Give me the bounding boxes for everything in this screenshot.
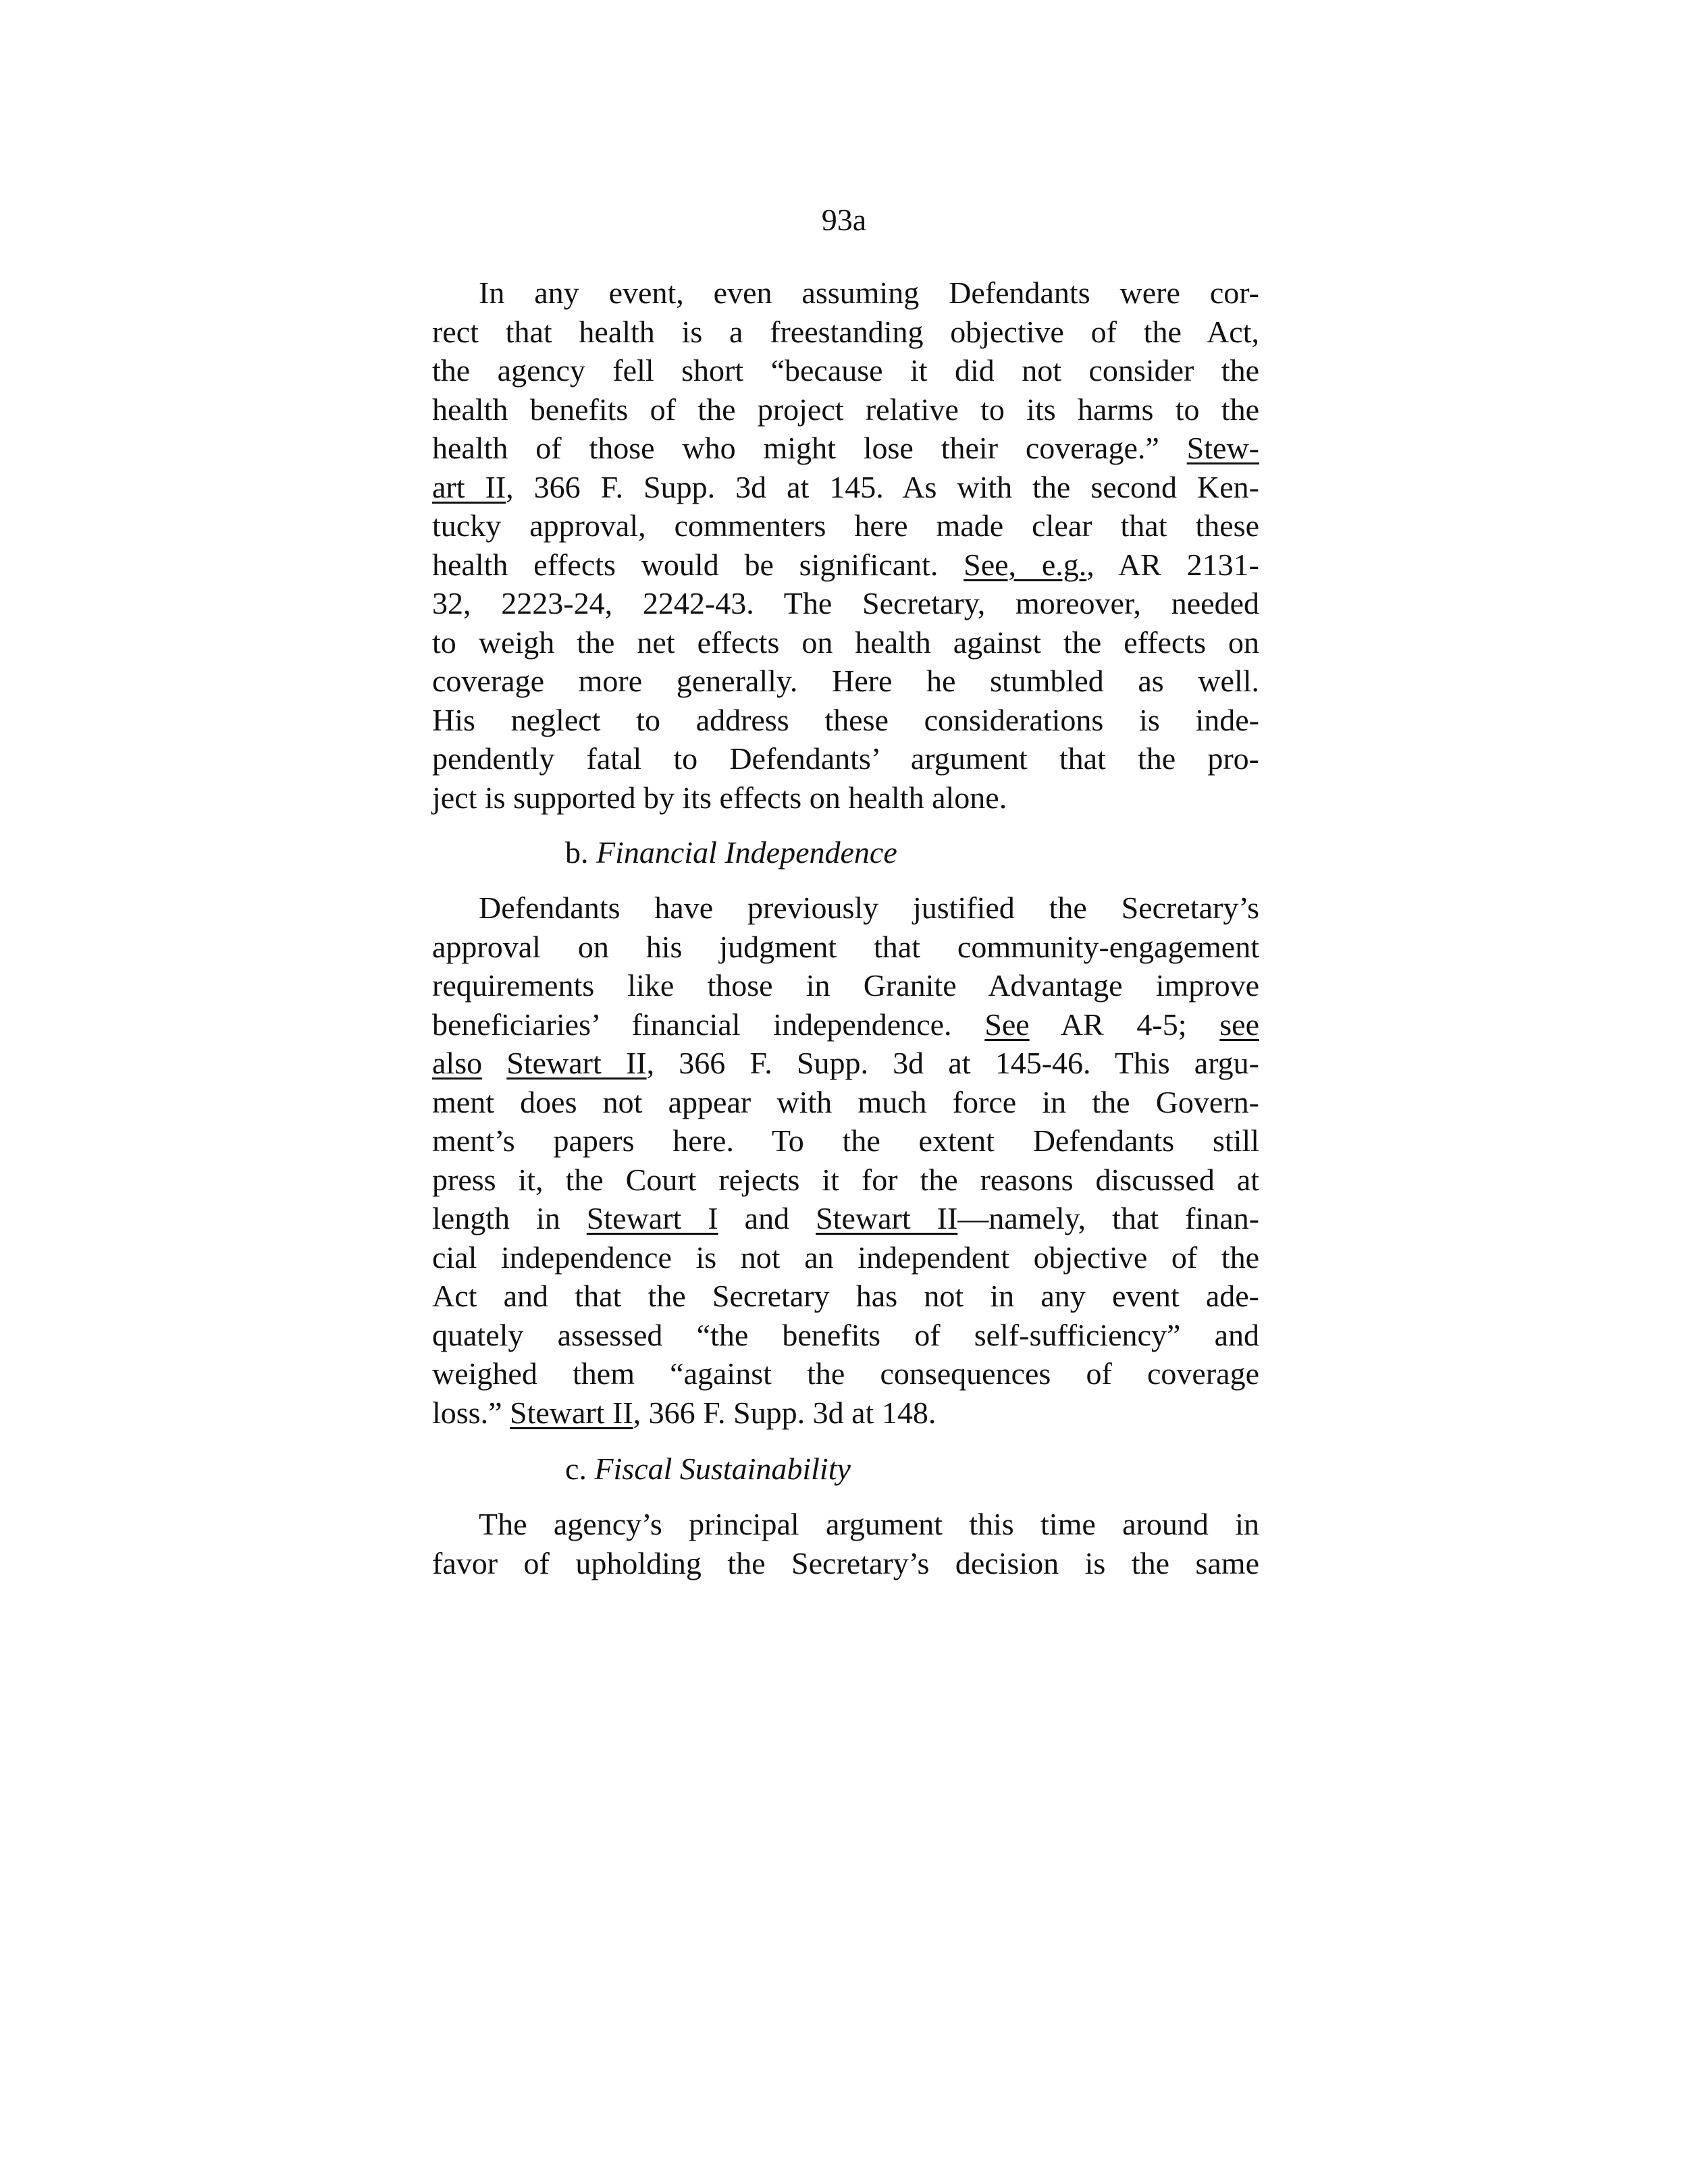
- case-citation: art II: [432, 469, 506, 504]
- text-line: [432, 623, 1259, 662]
- text-segment: , 366 F. Supp. 3d at 145-46. This argu-: [646, 1046, 1259, 1080]
- section-heading-financial-independence: [565, 833, 897, 872]
- text-line: [432, 1316, 1259, 1355]
- text-line: [432, 1044, 1259, 1083]
- text-line: [432, 273, 1259, 313]
- text-segment: length in: [432, 1201, 587, 1235]
- text-segment: ject is supported by its effects on health alone.: [432, 780, 1007, 815]
- text-segment: 32, 2223-24, 2242-43. The Secretary, moreover, needed: [432, 586, 1259, 620]
- text-segment: requirements like those in Granite Advantage improve: [432, 968, 1259, 1003]
- text-segment: [482, 1046, 506, 1080]
- text-segment: weighed them “against the consequences of coverage: [432, 1356, 1259, 1391]
- text-line: [432, 662, 1259, 701]
- text-line: [432, 966, 1259, 1005]
- text-segment: Defendants have previously justified the Secretary’s: [479, 890, 1259, 925]
- text-line: [432, 429, 1259, 468]
- text-segment: His neglect to address these considerations is inde-: [432, 702, 1259, 737]
- text-segment: ment does not appear with much force in the Govern-: [432, 1084, 1259, 1119]
- text-line: [432, 1161, 1259, 1200]
- case-citation: Stew-: [1186, 431, 1259, 465]
- text-line: [432, 1505, 1259, 1544]
- text-line: [432, 1199, 1259, 1238]
- text-segment: beneficiaries’ financial independence.: [432, 1007, 985, 1042]
- page-number: 93a: [821, 203, 867, 237]
- text-segment: health effects would be significant.: [432, 547, 964, 582]
- text-line: [432, 701, 1259, 740]
- case-citation: Stewart I: [586, 1201, 718, 1235]
- text-segment: quately assessed “the benefits of self-sufficiency” and: [432, 1317, 1259, 1352]
- paragraph-fiscal-sustainability: [432, 1505, 1259, 1582]
- text-line: [432, 351, 1259, 390]
- text-line: [432, 1005, 1259, 1044]
- text-segment: health of those who might lose their coverage.”: [432, 431, 1187, 465]
- text-segment: favor of upholding the Secretary’s decision is the same: [432, 1545, 1259, 1580]
- text-line: [432, 1544, 1259, 1583]
- text-segment: In any event, even assuming Defendants were cor-: [479, 275, 1259, 310]
- text-segment: the agency fell short “because it did not consider the: [432, 353, 1259, 388]
- paragraph-financial-independence: [432, 888, 1259, 1432]
- heading-marker: c.: [565, 1451, 595, 1486]
- text-segment: loss.”: [432, 1395, 510, 1430]
- case-citation: See, e.g.: [964, 547, 1087, 582]
- text-line: [432, 390, 1259, 429]
- text-segment: AR 4-5;: [1029, 1007, 1220, 1042]
- text-line: [432, 739, 1259, 778]
- text-segment: , 366 F. Supp. 3d at 148.: [633, 1395, 937, 1430]
- text-segment: pendently fatal to Defendants’ argument that the pro-: [432, 741, 1259, 776]
- text-line: [432, 1354, 1259, 1393]
- text-segment: rect that health is a freestanding objective of the Act,: [432, 314, 1259, 349]
- heading-title: Financial Independence: [596, 835, 897, 870]
- text-segment: —namely, that finan-: [957, 1201, 1260, 1235]
- text-segment: approval on his judgment that community-engagement: [432, 929, 1259, 964]
- text-segment: and: [718, 1201, 816, 1235]
- text-segment: ment’s papers here. To the extent Defendants still: [432, 1123, 1259, 1158]
- text-line: [432, 313, 1259, 352]
- section-heading-fiscal-sustainability: [565, 1449, 851, 1489]
- case-citation: also: [432, 1046, 483, 1080]
- text-segment: Act and that the Secretary has not in any event ade-: [432, 1279, 1259, 1313]
- case-citation: Stewart II: [510, 1395, 633, 1430]
- text-line: [432, 1393, 1259, 1433]
- text-line: [432, 1083, 1259, 1122]
- text-line: [432, 468, 1259, 507]
- text-segment: The agency’s principal argument this time around in: [479, 1507, 1259, 1541]
- case-citation: Stewart II: [506, 1046, 647, 1080]
- text-line: [432, 778, 1259, 818]
- text-segment: coverage more generally. Here he stumbled as well.: [432, 664, 1259, 698]
- text-line: [432, 1121, 1259, 1161]
- text-segment: health benefits of the project relative to its harms to the: [432, 392, 1259, 427]
- text-line: [432, 506, 1259, 545]
- text-segment: tucky approval, commenters here made clear that these: [432, 508, 1259, 543]
- heading-title: Fiscal Sustainability: [594, 1451, 851, 1486]
- text-segment: , 366 F. Supp. 3d at 145. As with the second Ken-: [506, 469, 1260, 504]
- case-citation: See: [984, 1007, 1030, 1042]
- case-citation: Stewart II: [816, 1201, 958, 1235]
- text-line: [432, 928, 1259, 967]
- text-segment: , AR 2131-: [1086, 547, 1259, 582]
- heading-marker: b.: [565, 835, 596, 870]
- text-line: [432, 584, 1259, 623]
- text-line: [432, 1238, 1259, 1277]
- text-line: [432, 888, 1259, 928]
- text-line: [432, 1277, 1259, 1316]
- text-segment: to weigh the net effects on health against the effects on: [432, 624, 1259, 660]
- text-line: [432, 545, 1259, 585]
- case-citation: see: [1219, 1007, 1259, 1042]
- text-segment: press it, the Court rejects it for the reasons discussed at: [432, 1162, 1259, 1197]
- paragraph-health: [432, 273, 1259, 817]
- text-segment: cial independence is not an independent objective of the: [432, 1240, 1259, 1275]
